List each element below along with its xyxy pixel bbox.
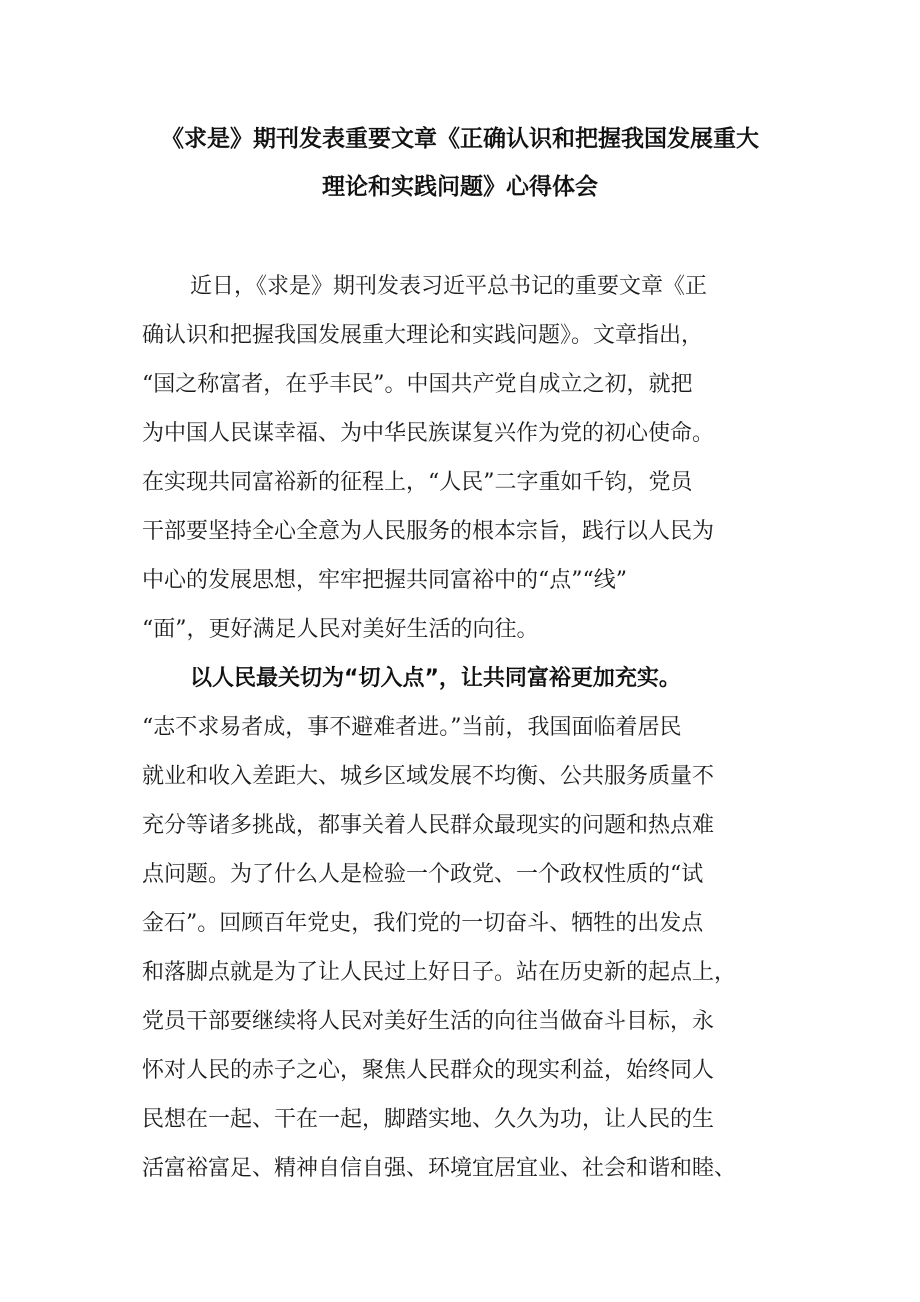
paragraph-2-line: “志不求易者成，事不避难者进。”当前，我国面临着居民 [142,715,682,740]
section-heading-1: 以人民最关切为“切入点”，让共同富裕更加充实。 [190,666,681,691]
paragraph-1-line: 在实现共同富裕新的征程上，“人民”二字重如千钧，党员 [142,470,693,495]
paragraph-2-line: 金石”。回顾百年党史，我们党的一切奋斗、牺牲的出发点 [142,911,704,936]
paragraph-2-line: 和落脚点就是为了让人民过上好日子。站在历史新的起点上， [142,960,737,985]
paragraph-1-line: “国之称富者，在乎丰民”。中国共产党自成立之初，就把 [142,372,693,397]
paragraph-1-line: “面”，更好满足人民对美好生活的向往。 [142,617,539,642]
paragraph-1-line: 干部要坚持全心全意为人民服务的根本宗旨，践行以人民为 [142,519,715,544]
document-title-line-2: 理论和实践问题》心得体会 [322,174,598,200]
document-title-line-1: 《求是》期刊发表重要文章《正确认识和把握我国发展重大 [161,126,759,152]
document-body [142,262,792,1193]
paragraph-1-line: 为中国人民谋幸福、为中华民族谋复兴作为党的初心使命。 [142,421,715,446]
paragraph-2-line: 就业和收入差距大、城乡区域发展不均衡、公共服务质量不 [142,764,715,789]
paragraph-1-line: 确认识和把握我国发展重大理论和实践问题》。文章指出， [142,323,704,348]
paragraph-2-line: 活富裕富足、精神自信自强、环境宜居宜业、社会和谐和睦、 [142,1156,737,1181]
paragraph-1-line: 中心的发展思想，牢牢把握共同富裕中的“点”“线” [142,568,627,593]
paragraph-2-line: 怀对人民的赤子之心，聚焦人民群众的现实利益，始终同人 [142,1058,715,1083]
paragraph-2-line: 点问题。为了什么人是检验一个政党、一个政权性质的“试 [142,862,704,887]
paragraph-2-line: 党员干部要继续将人民对美好生活的向往当做奋斗目标，永 [142,1009,715,1034]
paragraph-2-line: 充分等诸多挑战，都事关着人民群众最现实的问题和热点难 [142,813,715,838]
paragraph-2-line: 民想在一起、干在一起，脚踏实地、久久为功，让人民的生 [142,1107,715,1132]
paragraph-1-line: 近日，《求是》期刊发表习近平总书记的重要文章《正 [190,274,708,299]
